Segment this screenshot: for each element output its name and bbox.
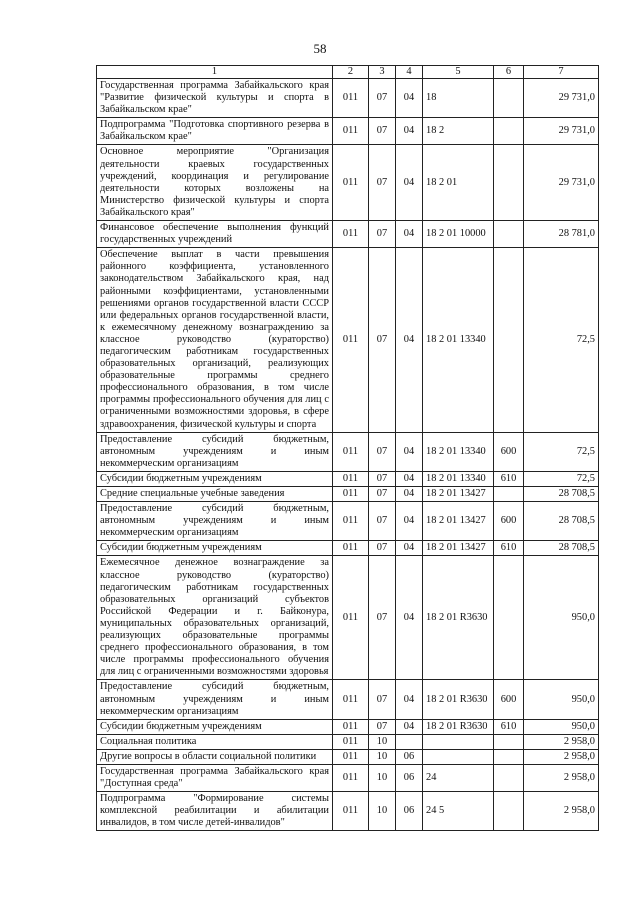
row-name-cell: Подпрограмма "Формирование системы комплексной реабилитации и абилитации инвалидов, в том числе детей-инвалидов" xyxy=(97,792,333,831)
row-section-cell: 10 xyxy=(369,734,396,749)
row-expense-type-cell xyxy=(494,764,524,791)
header-row xyxy=(97,66,599,79)
row-grbs-cell: 011 xyxy=(333,719,369,734)
row-amount-cell: 2 958,0 xyxy=(524,764,599,791)
row-target-code-cell: 18 xyxy=(423,79,494,118)
row-name-cell: Обеспечение выплат в части превышения районного коэффициента, установленного законодательством Забайкальского края, над районными коэффициентами, установленными решениями органов государственной власти СССР или федеральных органов государственной власти, к ежемесячному денежному вознаграждению за классное руководство (кураторство) педагогическим работникам государственных образовательных организаций, реализующих образовательные программы среднего профессионального образования, в том числе программы профессионального обучения для лиц с ограниченными возможностями здоровья, в сфере здравоохранения, физической культуры и спорта xyxy=(97,248,333,432)
budget-table xyxy=(96,65,599,831)
row-section-cell: 07 xyxy=(369,79,396,118)
table-row xyxy=(97,680,599,719)
row-target-code-cell: 24 5 xyxy=(423,792,494,831)
header-cell: 7 xyxy=(524,66,599,79)
row-subsection-cell: 06 xyxy=(396,764,423,791)
row-name-cell: Подпрограмма "Подготовка спортивного резерва в Забайкальском крае" xyxy=(97,118,333,145)
row-section-cell: 07 xyxy=(369,248,396,432)
row-grbs-cell: 011 xyxy=(333,432,369,471)
row-section-cell: 07 xyxy=(369,221,396,248)
table-row xyxy=(97,118,599,145)
header-cell: 4 xyxy=(396,66,423,79)
table-row xyxy=(97,556,599,680)
row-expense-type-cell: 600 xyxy=(494,502,524,541)
row-name-cell: Другие вопросы в области социальной политики xyxy=(97,749,333,764)
row-amount-cell: 2 958,0 xyxy=(524,792,599,831)
row-amount-cell: 28 781,0 xyxy=(524,221,599,248)
row-target-code-cell: 18 2 xyxy=(423,118,494,145)
row-subsection-cell: 04 xyxy=(396,680,423,719)
table-row xyxy=(97,432,599,471)
row-grbs-cell: 011 xyxy=(333,487,369,502)
row-subsection-cell: 04 xyxy=(396,471,423,486)
row-expense-type-cell xyxy=(494,248,524,432)
row-target-code-cell: 18 2 01 10000 xyxy=(423,221,494,248)
row-grbs-cell: 011 xyxy=(333,221,369,248)
row-target-code-cell: 18 2 01 13340 xyxy=(423,432,494,471)
row-amount-cell: 28 708,5 xyxy=(524,502,599,541)
row-grbs-cell: 011 xyxy=(333,792,369,831)
row-name-cell: Субсидии бюджетным учреждениям xyxy=(97,471,333,486)
row-amount-cell: 950,0 xyxy=(524,680,599,719)
row-name-cell: Субсидии бюджетным учреждениям xyxy=(97,719,333,734)
row-subsection-cell: 04 xyxy=(396,118,423,145)
row-subsection-cell: 04 xyxy=(396,432,423,471)
row-name-cell: Финансовое обеспечение выполнения функций государственных учреждений xyxy=(97,221,333,248)
row-grbs-cell: 011 xyxy=(333,556,369,680)
row-expense-type-cell xyxy=(494,118,524,145)
row-grbs-cell: 011 xyxy=(333,680,369,719)
row-amount-cell: 72,5 xyxy=(524,471,599,486)
row-name-cell: Государственная программа Забайкальского края "Доступная среда" xyxy=(97,764,333,791)
table-row xyxy=(97,487,599,502)
row-expense-type-cell xyxy=(494,792,524,831)
row-amount-cell: 2 958,0 xyxy=(524,734,599,749)
row-target-code-cell: 24 xyxy=(423,764,494,791)
row-subsection-cell: 04 xyxy=(396,248,423,432)
row-expense-type-cell: 600 xyxy=(494,680,524,719)
row-target-code-cell: 18 2 01 13427 xyxy=(423,502,494,541)
row-section-cell: 07 xyxy=(369,541,396,556)
row-subsection-cell: 04 xyxy=(396,79,423,118)
table-row xyxy=(97,749,599,764)
row-section-cell: 10 xyxy=(369,792,396,831)
row-grbs-cell: 011 xyxy=(333,248,369,432)
header-cell: 5 xyxy=(423,66,494,79)
header-cell: 3 xyxy=(369,66,396,79)
row-name-cell: Основное мероприятие "Организация деятельности краевых государственных учреждений, координация и регулирование деятельности которых возложены на Министерство физической культуры и спорта Забайкальского края" xyxy=(97,145,333,221)
row-subsection-cell: 04 xyxy=(396,502,423,541)
row-grbs-cell: 011 xyxy=(333,764,369,791)
row-amount-cell: 2 958,0 xyxy=(524,749,599,764)
row-expense-type-cell: 610 xyxy=(494,719,524,734)
row-name-cell: Предоставление субсидий бюджетным, автономным учреждениям и иным некоммерческим организациям xyxy=(97,680,333,719)
row-expense-type-cell xyxy=(494,145,524,221)
row-section-cell: 07 xyxy=(369,145,396,221)
table-row xyxy=(97,764,599,791)
table-row xyxy=(97,719,599,734)
row-amount-cell: 72,5 xyxy=(524,432,599,471)
row-section-cell: 07 xyxy=(369,118,396,145)
row-amount-cell: 950,0 xyxy=(524,719,599,734)
row-expense-type-cell xyxy=(494,487,524,502)
row-subsection-cell: 04 xyxy=(396,145,423,221)
row-name-cell: Ежемесячное денежное вознаграждение за классное руководство (кураторство) педагогическим работникам государственных образовательных организаций субъектов Российской Федерации и г. Байконура, муниципальных образовательных организаций, реализующих образовательные программы среднего профессионального образования, в том числе программы профессионального обучения для лиц с ограниченными возможностями здоровья xyxy=(97,556,333,680)
row-section-cell: 10 xyxy=(369,764,396,791)
row-target-code-cell: 18 2 01 13340 xyxy=(423,471,494,486)
row-subsection-cell: 04 xyxy=(396,221,423,248)
row-expense-type-cell xyxy=(494,556,524,680)
row-expense-type-cell xyxy=(494,749,524,764)
header-cell: 1 xyxy=(97,66,333,79)
row-target-code-cell: 18 2 01 R3630 xyxy=(423,719,494,734)
table-row xyxy=(97,541,599,556)
row-amount-cell: 950,0 xyxy=(524,556,599,680)
table-row xyxy=(97,792,599,831)
row-name-cell: Субсидии бюджетным учреждениям xyxy=(97,541,333,556)
row-target-code-cell: 18 2 01 13427 xyxy=(423,487,494,502)
page-number: 58 xyxy=(313,41,327,56)
row-target-code-cell xyxy=(423,734,494,749)
row-section-cell: 07 xyxy=(369,502,396,541)
row-subsection-cell: 04 xyxy=(396,556,423,680)
header-cell: 6 xyxy=(494,66,524,79)
row-name-cell: Предоставление субсидий бюджетным, автономным учреждениям и иным некоммерческим организациям xyxy=(97,502,333,541)
row-target-code-cell: 18 2 01 13340 xyxy=(423,248,494,432)
row-expense-type-cell xyxy=(494,79,524,118)
row-section-cell: 07 xyxy=(369,680,396,719)
row-grbs-cell: 011 xyxy=(333,502,369,541)
row-grbs-cell: 011 xyxy=(333,734,369,749)
row-grbs-cell: 011 xyxy=(333,471,369,486)
row-name-cell: Государственная программа Забайкальского края "Развитие физической культуры и спорта в Забайкальском крае" xyxy=(97,79,333,118)
table-row xyxy=(97,471,599,486)
row-grbs-cell: 011 xyxy=(333,118,369,145)
row-subsection-cell xyxy=(396,734,423,749)
row-amount-cell: 28 708,5 xyxy=(524,487,599,502)
row-expense-type-cell: 610 xyxy=(494,541,524,556)
row-amount-cell: 72,5 xyxy=(524,248,599,432)
row-expense-type-cell: 600 xyxy=(494,432,524,471)
row-amount-cell: 29 731,0 xyxy=(524,145,599,221)
row-section-cell: 07 xyxy=(369,432,396,471)
row-subsection-cell: 06 xyxy=(396,792,423,831)
row-section-cell: 07 xyxy=(369,719,396,734)
row-amount-cell: 29 731,0 xyxy=(524,79,599,118)
row-target-code-cell xyxy=(423,749,494,764)
row-subsection-cell: 04 xyxy=(396,719,423,734)
row-subsection-cell: 04 xyxy=(396,487,423,502)
row-expense-type-cell: 610 xyxy=(494,471,524,486)
row-grbs-cell: 011 xyxy=(333,541,369,556)
row-grbs-cell: 011 xyxy=(333,749,369,764)
row-subsection-cell: 06 xyxy=(396,749,423,764)
table-row xyxy=(97,221,599,248)
table-row xyxy=(97,734,599,749)
row-section-cell: 07 xyxy=(369,471,396,486)
table-row xyxy=(97,79,599,118)
row-amount-cell: 28 708,5 xyxy=(524,541,599,556)
row-grbs-cell: 011 xyxy=(333,79,369,118)
row-grbs-cell: 011 xyxy=(333,145,369,221)
row-subsection-cell: 04 xyxy=(396,541,423,556)
row-section-cell: 07 xyxy=(369,487,396,502)
row-section-cell: 10 xyxy=(369,749,396,764)
row-amount-cell: 29 731,0 xyxy=(524,118,599,145)
header-cell: 2 xyxy=(333,66,369,79)
table-row xyxy=(97,248,599,432)
row-name-cell: Предоставление субсидий бюджетным, автономным учреждениям и иным некоммерческим организациям xyxy=(97,432,333,471)
row-target-code-cell: 18 2 01 13427 xyxy=(423,541,494,556)
row-target-code-cell: 18 2 01 R3630 xyxy=(423,680,494,719)
row-section-cell: 07 xyxy=(369,556,396,680)
row-name-cell: Социальная политика xyxy=(97,734,333,749)
table-row xyxy=(97,145,599,221)
row-expense-type-cell xyxy=(494,734,524,749)
row-expense-type-cell xyxy=(494,221,524,248)
row-target-code-cell: 18 2 01 xyxy=(423,145,494,221)
row-name-cell: Средние специальные учебные заведения xyxy=(97,487,333,502)
table-row xyxy=(97,502,599,541)
row-target-code-cell: 18 2 01 R3630 xyxy=(423,556,494,680)
